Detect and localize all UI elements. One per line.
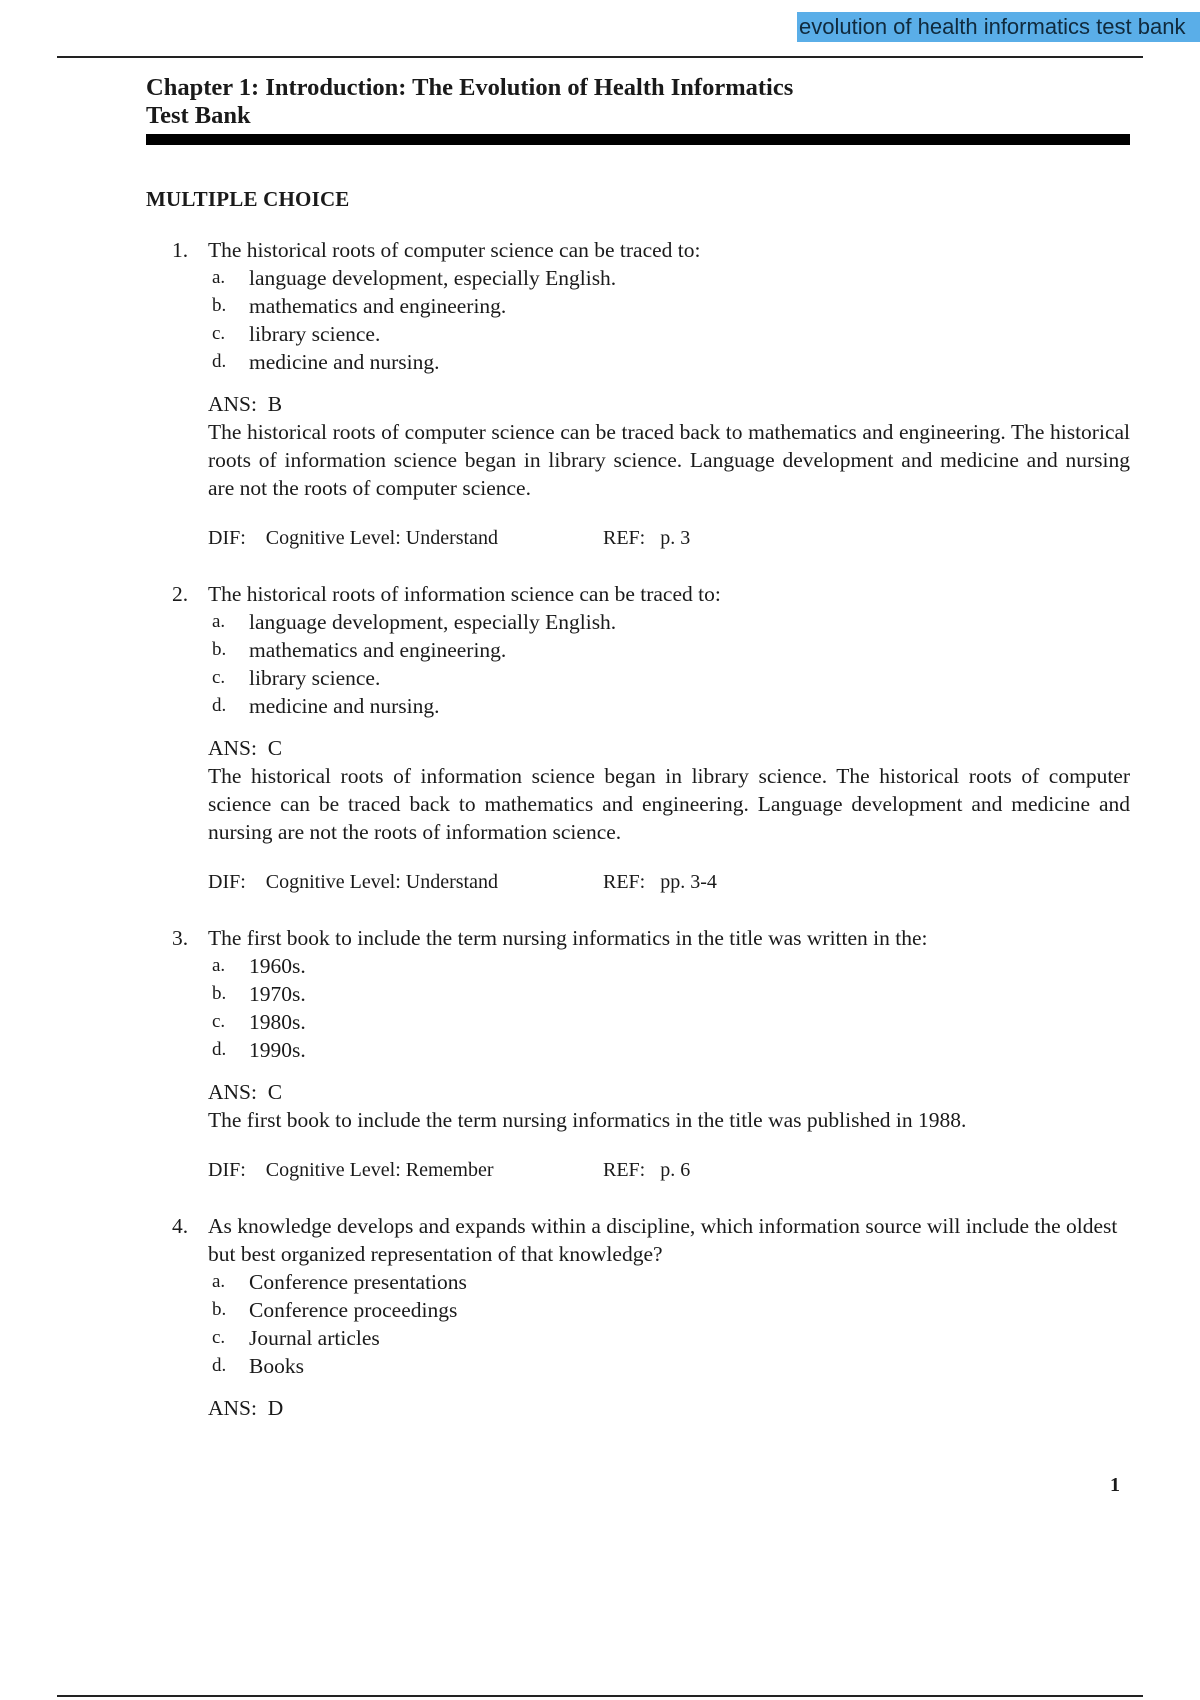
- question-stem: The historical roots of information science can be traced to:: [208, 582, 721, 606]
- question-meta: [208, 1156, 1130, 1184]
- option-c: [208, 1008, 1130, 1036]
- section-heading: MULTIPLE CHOICE: [146, 187, 350, 211]
- page-reference: REF: pp. 3-4: [603, 871, 717, 893]
- question-stem: As knowledge develops and expands within a discipline, which information source will include the oldest but best organized representation of that knowledge?: [208, 1214, 1118, 1266]
- bottom-rule: [57, 1695, 1143, 1697]
- question-4: [146, 1212, 1130, 1422]
- option-d: [208, 1036, 1130, 1064]
- option-text: Conference presentations: [249, 1270, 467, 1294]
- option-letter: d.: [212, 351, 227, 372]
- difficulty-level: DIF: Cognitive Level: Remember: [208, 1159, 494, 1181]
- question-stem: The historical roots of computer science can be traced to:: [208, 238, 701, 262]
- page-reference: REF: p. 3: [603, 527, 691, 549]
- option-text: language development, especially English.: [249, 610, 617, 634]
- option-letter: b.: [212, 295, 227, 316]
- question-number: 2.: [172, 582, 189, 606]
- option-d: [208, 692, 1130, 720]
- option-text: mathematics and engineering.: [249, 294, 507, 318]
- question-3: [146, 924, 1130, 1184]
- question-1: [146, 236, 1130, 552]
- option-letter: a.: [212, 955, 226, 976]
- document-page: [146, 74, 1130, 1450]
- option-d: [208, 1352, 1130, 1380]
- search-highlight: evolution of health informatics test bank: [797, 12, 1200, 42]
- chapter-title: Chapter 1: Introduction: The Evolution of Health Informatics: [146, 74, 794, 101]
- title-rule: [146, 134, 1130, 145]
- option-text: Conference proceedings: [249, 1298, 458, 1322]
- option-text: library science.: [249, 666, 381, 690]
- top-rule: [57, 56, 1143, 58]
- question-stem: The first book to include the term nursing informatics in the title was written in the:: [208, 926, 928, 950]
- option-text: mathematics and engineering.: [249, 638, 507, 662]
- answer-key: ANS: C: [208, 736, 283, 760]
- option-text: library science.: [249, 322, 381, 346]
- option-c: [208, 664, 1130, 692]
- option-letter: b.: [212, 983, 227, 1004]
- rationale: The historical roots of information science began in library science. The historical roots of computer science can be traced back to mathematics and engineering. Language development and medicine and nursing are not the roots of information science.: [208, 764, 1130, 844]
- page-reference: REF: p. 6: [603, 1159, 691, 1181]
- question-meta: [208, 524, 1130, 552]
- option-letter: c.: [212, 1011, 226, 1032]
- option-text: language development, especially English.: [249, 266, 617, 290]
- option-c: [208, 320, 1130, 348]
- test-bank-label: Test Bank: [146, 102, 251, 129]
- option-d: [208, 348, 1130, 376]
- option-letter: d.: [212, 1039, 227, 1060]
- option-a: [208, 608, 1130, 636]
- option-letter: d.: [212, 1355, 227, 1376]
- page-number: 1: [1110, 1474, 1120, 1496]
- option-letter: b.: [212, 1299, 227, 1320]
- option-letter: a.: [212, 267, 226, 288]
- question-number: 4.: [172, 1214, 189, 1238]
- option-text: 1980s.: [249, 1010, 306, 1034]
- option-letter: a.: [212, 611, 226, 632]
- question-number: 3.: [172, 926, 189, 950]
- option-letter: d.: [212, 695, 227, 716]
- question-2: [146, 580, 1130, 896]
- difficulty-level: DIF: Cognitive Level: Understand: [208, 871, 498, 893]
- option-text: 1960s.: [249, 954, 306, 978]
- option-b: [208, 636, 1130, 664]
- difficulty-level: DIF: Cognitive Level: Understand: [208, 527, 498, 549]
- question-list: [146, 236, 1130, 1422]
- answer-key: ANS: C: [208, 1080, 283, 1104]
- option-a: [208, 952, 1130, 980]
- option-text: 1990s.: [249, 1038, 306, 1062]
- option-a: [208, 1268, 1130, 1296]
- option-letter: c.: [212, 667, 226, 688]
- option-b: [208, 292, 1130, 320]
- option-letter: b.: [212, 639, 227, 660]
- option-b: [208, 980, 1130, 1008]
- option-text: medicine and nursing.: [249, 350, 440, 374]
- rationale: The historical roots of computer science can be traced back to mathematics and engineering. The historical roots of information science began in library science. Language development and medicine and nursing are not the roots of computer science.: [208, 420, 1130, 500]
- answer-key: ANS: D: [208, 1396, 284, 1420]
- option-text: Books: [249, 1354, 304, 1378]
- option-text: 1970s.: [249, 982, 306, 1006]
- option-letter: a.: [212, 1271, 226, 1292]
- option-letter: c.: [212, 323, 226, 344]
- option-letter: c.: [212, 1327, 226, 1348]
- option-b: [208, 1296, 1130, 1324]
- question-meta: [208, 868, 1130, 896]
- option-c: [208, 1324, 1130, 1352]
- option-a: [208, 264, 1130, 292]
- option-text: Journal articles: [249, 1326, 380, 1350]
- question-number: 1.: [172, 238, 189, 262]
- answer-key: ANS: B: [208, 392, 283, 416]
- rationale: The first book to include the term nursing informatics in the title was published in 1988.: [208, 1108, 967, 1132]
- option-text: medicine and nursing.: [249, 694, 440, 718]
